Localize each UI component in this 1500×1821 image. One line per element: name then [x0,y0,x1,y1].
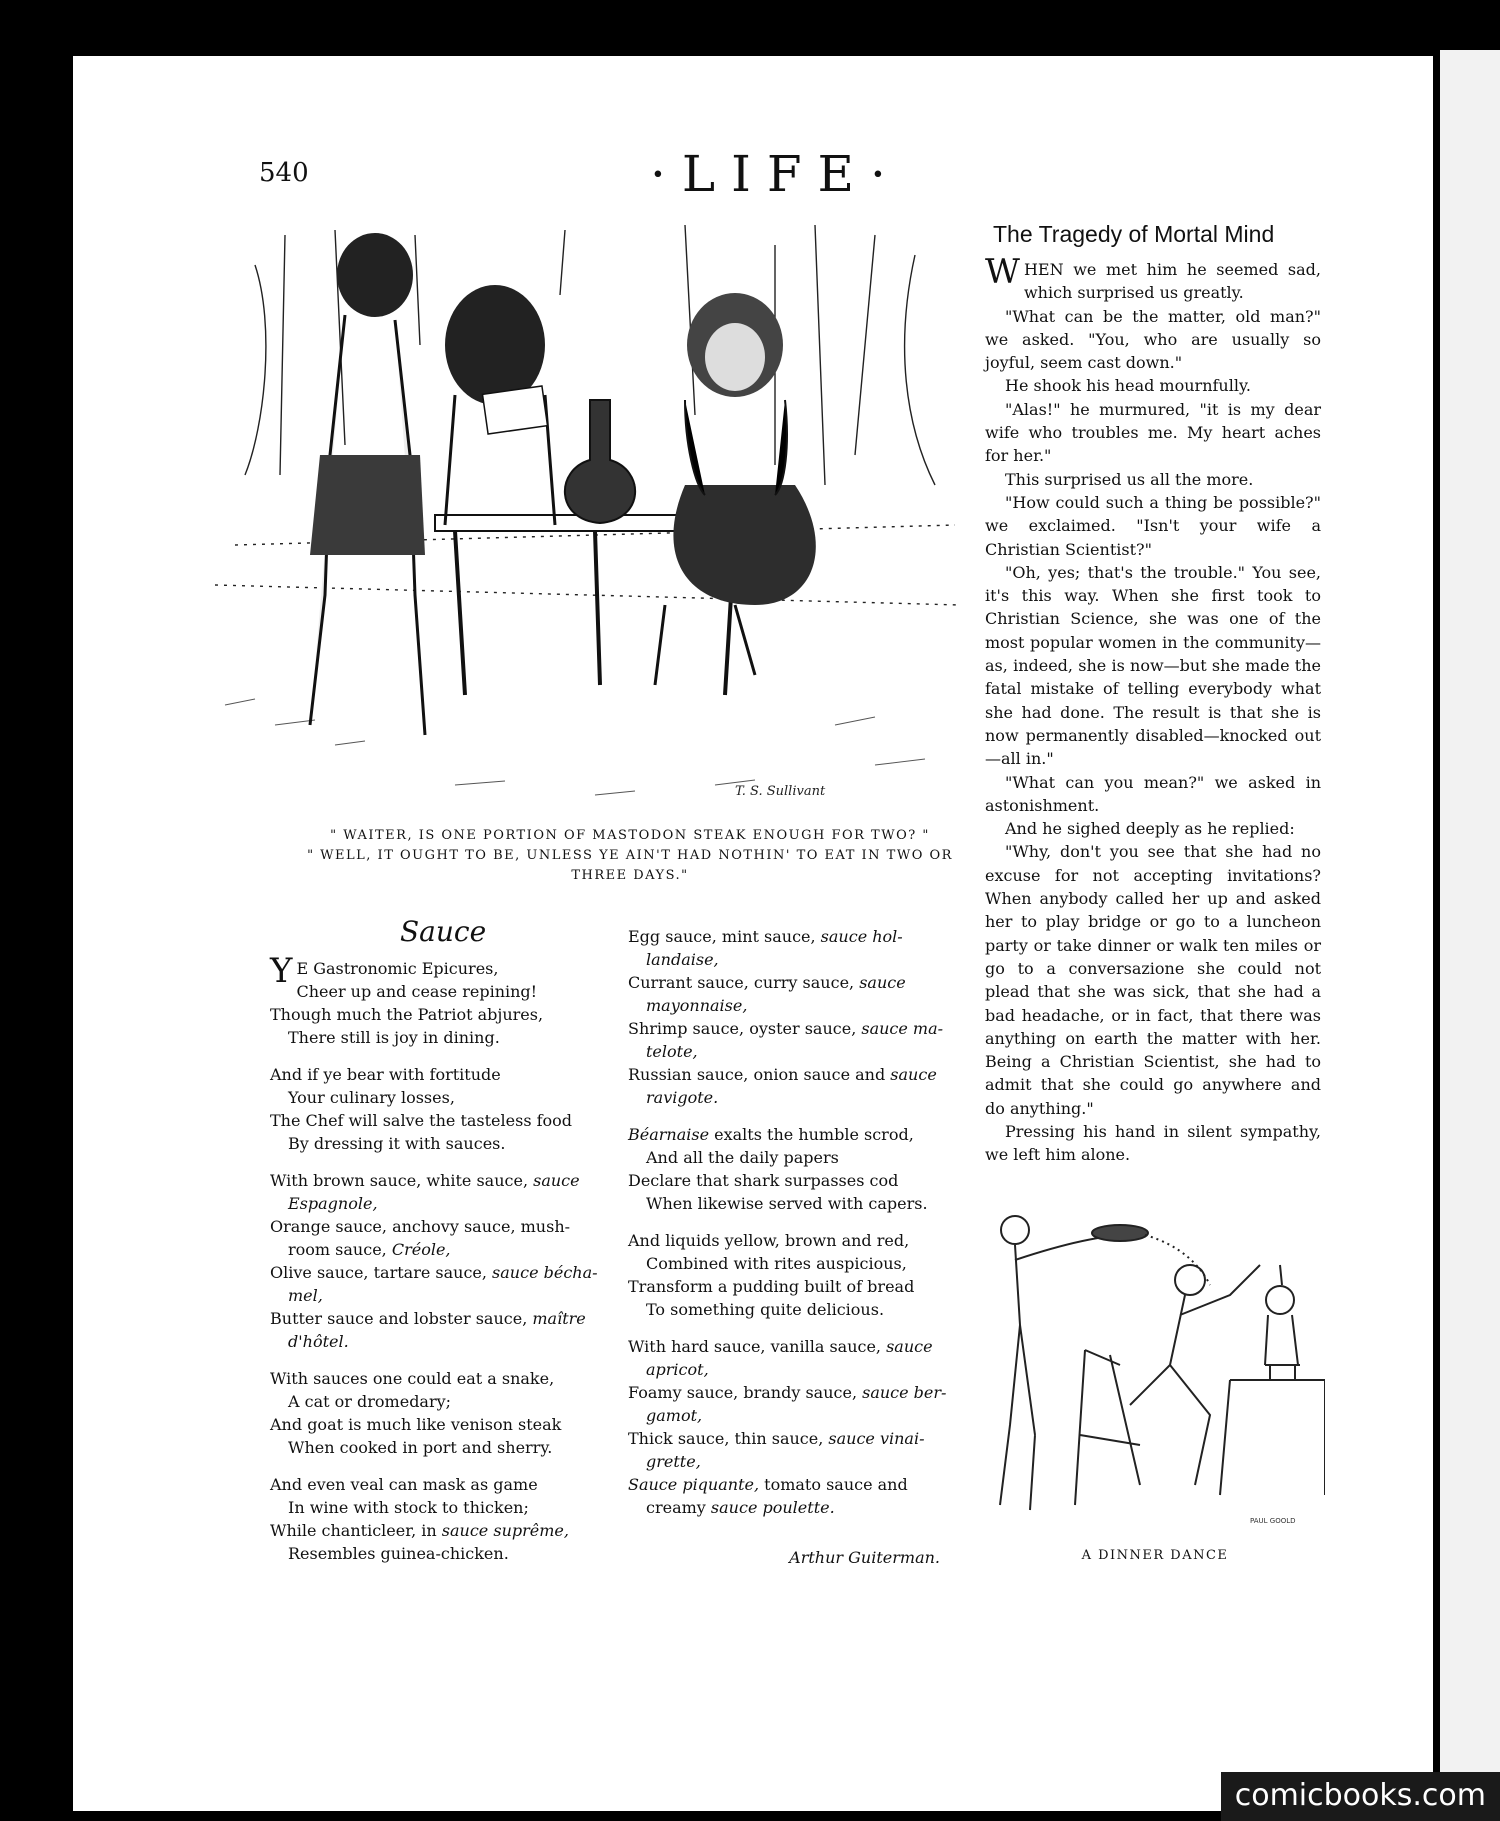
poem-italic-text: gamot, [646,1406,703,1425]
poem-line [628,1335,963,1358]
poem-line [628,948,963,971]
poem-text: And liquids yellow, brown and red, [628,1231,910,1250]
caption-line-1: " WAITER, IS ONE PORTION OF MASTODON STEAK ENOUGH FOR TWO? " [330,828,930,843]
poem-text: exalts the humble scrod, [709,1125,914,1144]
story-body [985,252,1321,1167]
story-paragraph: "Oh, yes; that's the trouble." You see, it's this way. When she first took to Christian Science, she was one of the most popular women in the community—as, indeed, she is now—but she made the fatal mistake of telling everybody what she had done. The result is that she is now permanently disabled—knocked out—all in." [985,562,1321,769]
stanza-break [628,1109,963,1123]
poem-line [270,1307,605,1330]
poem-line [270,1169,605,1192]
poem-line [628,925,963,948]
cartoon-illustration-cavemen [215,225,960,820]
poem-italic-text: sauce hol- [820,927,903,946]
poem-line [628,1169,963,1192]
poem-text: And if ye bear with fortitude [270,1065,501,1084]
caption-line-2: " WELL, IT OUGHT TO BE, UNLESS YE AIN'T HAD NOTHIN' TO EAT IN TWO OR [307,848,953,863]
poem-text: Shrimp sauce, oyster sauce, [628,1019,862,1038]
poem-italic-text: mel, [288,1286,323,1305]
poem-text: With brown sauce, white sauce, [270,1171,534,1190]
poem-line [628,1146,963,1169]
poem-line [270,1063,605,1086]
stanza-break [270,1353,605,1367]
poem-line [270,1519,605,1542]
cartoon1-caption [300,826,960,886]
poem-text: When likewise served with capers. [646,1194,928,1213]
story-paragraph: "How could such a thing be possible?" we exclaimed. "Isn't your wife a Christian Scientist?" [985,492,1321,559]
poem-line [628,1252,963,1275]
poem-line [270,1496,605,1519]
poem-line [270,1109,605,1132]
poem-italic-text: sauce [886,1337,933,1356]
poem-line [628,1381,963,1404]
poem-italic-text: sauce ma- [861,1019,944,1038]
poem-line [270,1086,605,1109]
cartoon-illustration-dinner-dance [980,1205,1325,1550]
poem-italic-text: telote, [646,1042,698,1061]
poem-text: When cooked in port and sherry. [288,1438,553,1457]
poem-text: Foamy sauce, brandy sauce, [628,1383,863,1402]
poem-italic-text: sauce vinai- [828,1429,925,1448]
poem-text: Resembles guinea-chicken. [288,1544,509,1563]
poem-text: Cheer up and cease repining! [296,982,538,1001]
poem-line [270,1367,605,1390]
poem-italic-text: Espagnole, [288,1194,378,1213]
poem-text: And even veal can mask as game [270,1475,538,1494]
story-paragraph: "Alas!" he murmured, "it is my dear wife who troubles me. My heart aches for her." [985,399,1321,466]
poem-text: The Chef will salve the tasteless food [270,1111,573,1130]
stanza-break [270,1459,605,1473]
poem-line [270,951,605,991]
poem-text: Currant sauce, curry sauce, [628,973,860,992]
poem-text: Thick sauce, thin sauce, [628,1429,829,1448]
story-paragraph: This surprised us all the more. [1005,469,1254,489]
stanza-break [270,1049,605,1063]
poem-line [270,1192,605,1215]
poem-text: There still is joy in dining. [288,1028,500,1047]
poem-italic-text: sauce [859,973,906,992]
poem-line [628,1086,963,1109]
poem-text: Egg sauce, mint sauce, [628,927,821,946]
poem-text: With sauces one could eat a snake, [270,1369,555,1388]
poem-line [270,1436,605,1459]
poem-line [270,1215,605,1238]
poem-italic-text: maître [532,1309,586,1328]
stanza-break [270,1155,605,1169]
poem-line [628,1275,963,1298]
poem-column-2 [628,925,963,1519]
stanza-break [628,1321,963,1335]
poem-text: Orange sauce, anchovy sauce, mush- [270,1217,571,1236]
poem-line [628,1229,963,1252]
poem-line [628,1040,963,1063]
poem-line [628,1192,963,1215]
poem-text: Olive sauce, tartare sauce, [270,1263,493,1282]
poem-line [628,1123,963,1146]
poem-line [270,1132,605,1155]
poem-line [628,1404,963,1427]
poem-text: Your culinary losses, [288,1088,455,1107]
poem-title: Sauce [400,915,487,948]
poem-text: room sauce, [288,1240,392,1259]
poem-text: Combined with rites auspicious, [646,1254,907,1273]
poem-italic-text: sauce bécha- [492,1263,598,1282]
poem-line [270,1284,605,1307]
poem-author: Arthur Guiterman. [789,1548,940,1567]
story-paragraph: "Why, don't you see that she had no excuse for not accepting invitations? When anybody called her up and asked her to play bridge or go to a luncheon party or take dinner or walk ten miles or go to a conversazione she could not plead that she was sick, that she had a bad headache, or in fact, that there was anything on earth the matter with her. Being a Christian Scientist, she had to admit that she could go anywhere and do anything." [985,842,1321,1118]
poem-line [270,1413,605,1436]
poem-line [628,1496,963,1519]
poem-text: And all the daily papers [646,1148,839,1167]
site-watermark: comicbooks.com [1221,1772,1500,1821]
poem-text: Russian sauce, onion sauce and [628,1065,891,1084]
poem-line [628,1298,963,1321]
poem-italic-text: apricot, [646,1360,709,1379]
poem-text: creamy [646,1498,711,1517]
story-paragraph: "What can be the matter, old man?" we asked. "You, who are usually so joyful, seem cast down." [985,306,1321,373]
poem-text: And goat is much like venison steak [270,1415,562,1434]
poem-line [628,1358,963,1381]
poem-line [270,1390,605,1413]
adjacent-page-edge [1440,50,1500,1821]
story-first-paragraph-text: HEN we met him he seemed sad, which surprised us greatly. [1023,260,1321,303]
poem-line [270,1473,605,1496]
cartoon2-caption: A DINNER DANCE [1081,1548,1229,1563]
story-paragraph: Pressing his hand in silent sympathy, we left him alone. [985,1121,1321,1165]
poem-line [628,994,963,1017]
poem-text: With hard sauce, vanilla sauce, [628,1337,887,1356]
story-paragraph: And he sighed deeply as he replied: [1005,819,1295,839]
cartoon1-signature: T. S. Sullivant [735,784,826,799]
poem-italic-text: sauce [533,1171,580,1190]
caption-line-3: THREE DAYS." [571,868,689,883]
poem-line [628,1450,963,1473]
cartoon2-signature: PAUL GOOLD [1250,1517,1296,1525]
story-paragraph: "What can you mean?" we asked in astonishment. [985,772,1321,815]
poem-line [628,1473,963,1496]
poem-text: While chanticleer, in [270,1521,442,1540]
poem-italic-text: Sauce piquante, [628,1475,760,1494]
poem-line [628,971,963,994]
poem-line [270,1330,605,1353]
masthead-title: ·LIFE· [650,145,902,203]
poem-line [270,1238,605,1261]
poem-text: Declare that shark surpasses cod [628,1171,899,1190]
poem-italic-text: Béarnaise [628,1125,710,1144]
poem-italic-text: sauce poulette. [710,1498,835,1517]
poem-text: Butter sauce and lobster sauce, [270,1309,533,1328]
poem-line [270,1261,605,1284]
story-dropcap: W [985,252,1020,292]
poem-dropcap: Y [270,951,293,991]
poem-italic-text: sauce ber- [862,1383,947,1402]
story-paragraph [985,252,1321,305]
poem-italic-text: landaise, [646,950,719,969]
poem-italic-text: grette, [646,1452,701,1471]
poem-line [270,1542,605,1565]
poem-text: A cat or dromedary; [288,1392,452,1411]
poem-italic-text: ravigote. [646,1088,719,1107]
poem-italic-text: Créole, [391,1240,451,1259]
poem-italic-text: sauce [890,1065,937,1084]
poem-text: By dressing it with sauces. [288,1134,506,1153]
poem-line [628,1427,963,1450]
poem-text: tomato sauce and [759,1475,908,1494]
poem-text: To something quite delicious. [646,1300,885,1319]
stanza-break [628,1215,963,1229]
poem-italic-text: sauce suprême, [441,1521,569,1540]
poem-line [628,1063,963,1086]
poem-line [270,1026,605,1049]
poem-line [628,1017,963,1040]
poem-text: Transform a pudding built of bread [628,1277,915,1296]
page-number: 540 [259,158,309,188]
story-title: The Tragedy of Mortal Mind [993,221,1275,247]
poem-text: Though much the Patriot abjures, [270,1005,544,1024]
poem-italic-text: d'hôtel. [288,1332,349,1351]
story-paragraph: He shook his head mournfully. [1005,376,1251,396]
poem-text: In wine with stock to thicken; [288,1498,529,1517]
poem-column-1 [270,951,605,1565]
poem-line [270,980,605,1003]
poem-italic-text: mayonnaise, [646,996,748,1015]
poem-text: E Gastronomic Epicures, [296,959,499,978]
poem-line [270,1003,605,1026]
